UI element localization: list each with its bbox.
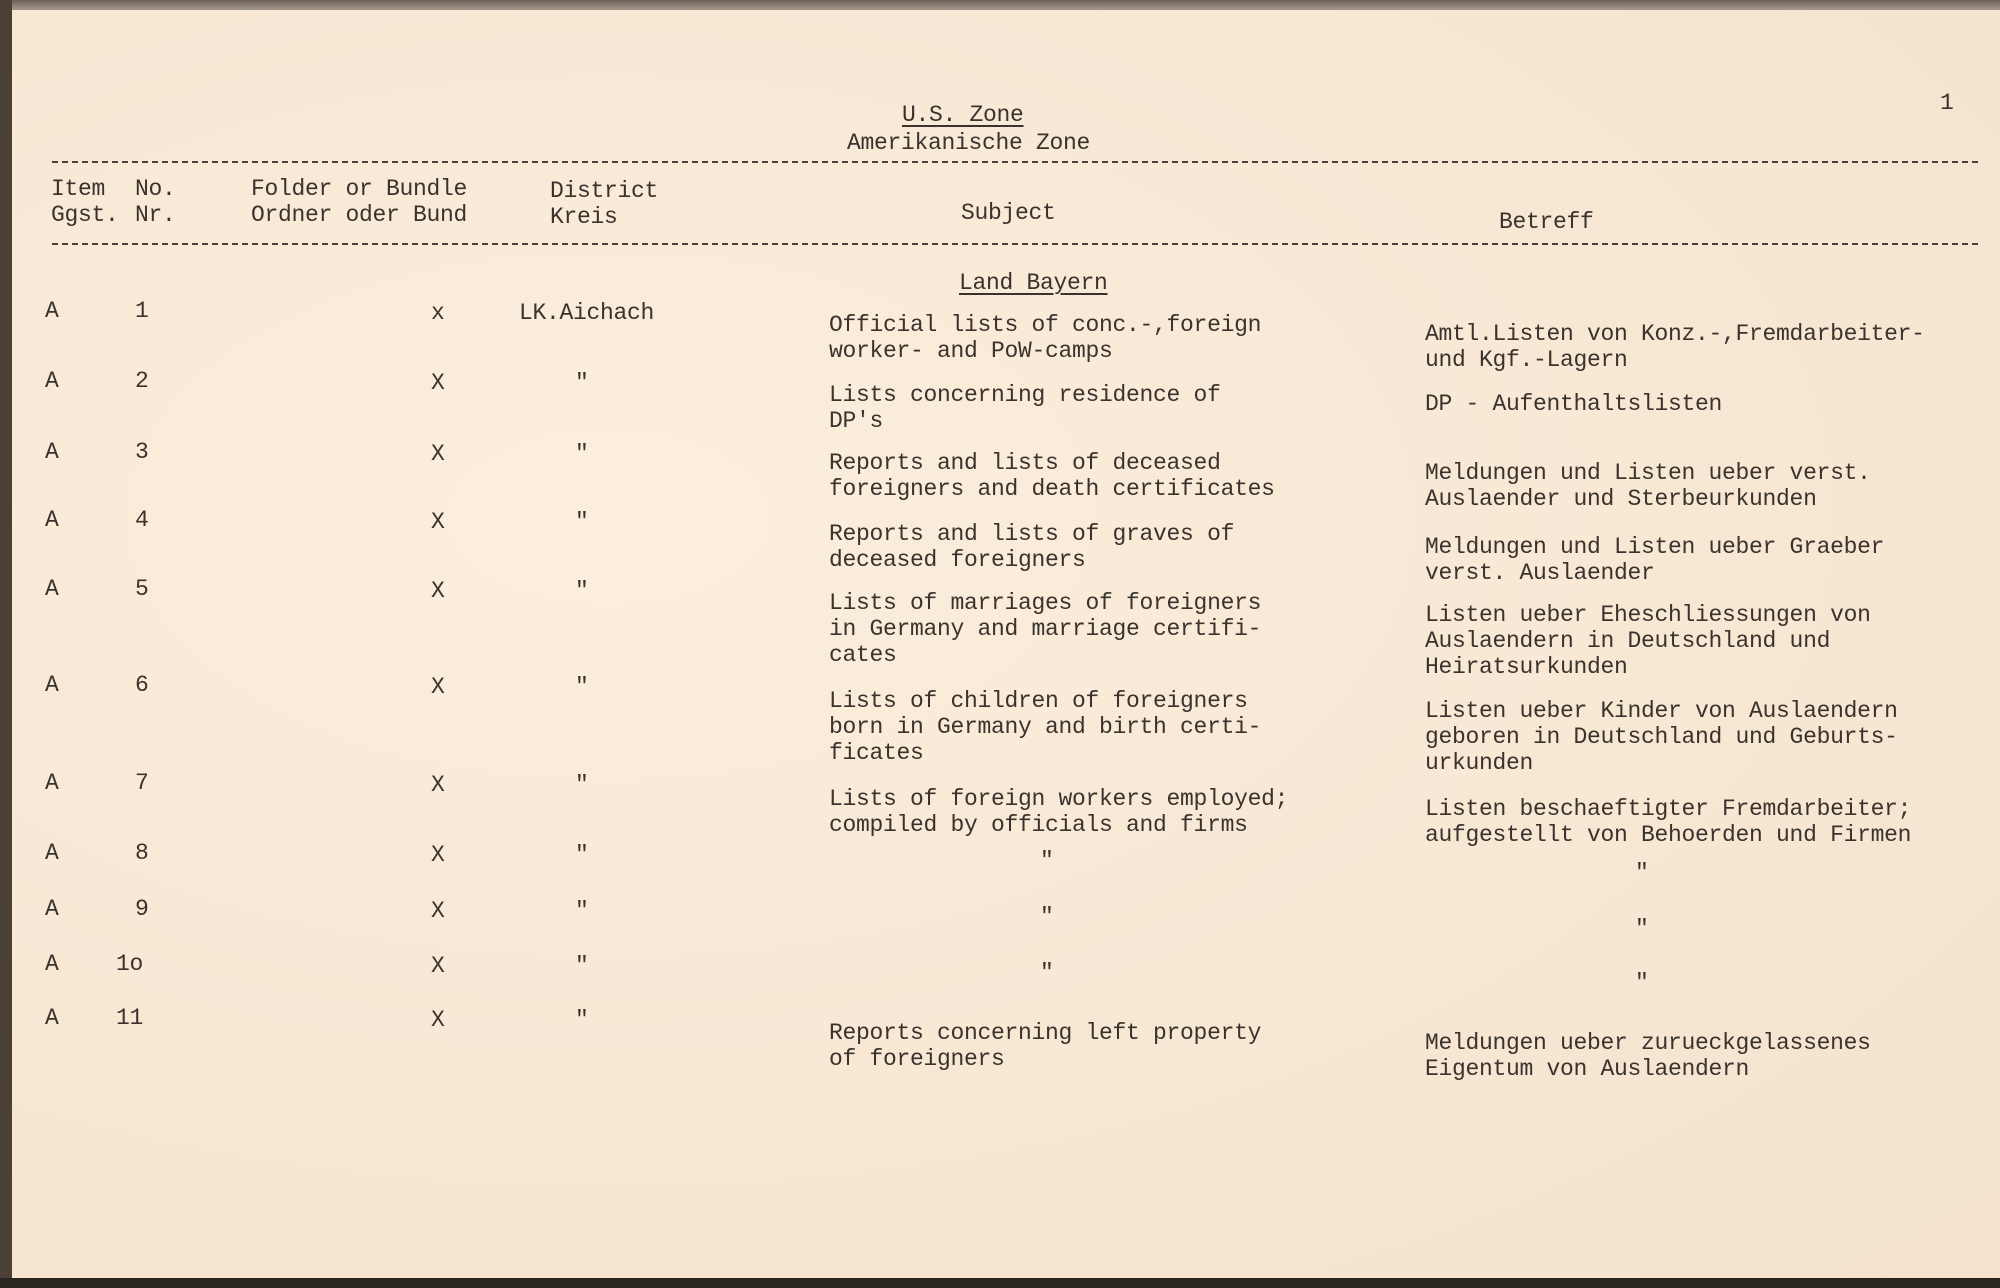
row-number: 11 (116, 1005, 144, 1031)
row-item-code: A (45, 896, 59, 922)
row-district: " (575, 898, 589, 924)
header-district: District Kreis (550, 178, 659, 230)
header-item: Item Ggst. (51, 176, 119, 228)
row-betreff: Meldungen ueber zurueckgelassenes Eigentum von Auslaendern (1425, 1030, 1871, 1082)
row-district: " (575, 509, 589, 535)
row-folder-mark: x (431, 300, 445, 326)
row-number: 1o (116, 951, 144, 977)
header-betreff: Betreff (1499, 209, 1594, 235)
row-subject: Reports and lists of deceased foreigners and death certificates (829, 450, 1275, 502)
document-title: U.S. Zone (902, 102, 1024, 128)
row-district: " (575, 953, 589, 979)
header-divider-top (52, 161, 1978, 163)
row-item-code: A (45, 368, 59, 394)
row-folder-mark: X (431, 578, 445, 604)
row-number: 7 (135, 770, 149, 796)
row-number: 5 (135, 576, 149, 602)
row-betreff: " (1635, 916, 1649, 942)
scan-border-left (0, 0, 12, 1288)
row-folder-mark: X (431, 1007, 445, 1033)
row-district: " (575, 370, 589, 396)
row-item-code: A (45, 770, 59, 796)
row-item-code: A (45, 1005, 59, 1031)
row-district: " (575, 674, 589, 700)
row-betreff: Meldungen und Listen ueber Graeber verst. Auslaender (1425, 534, 1885, 586)
row-number: 1 (135, 298, 149, 324)
row-subject: Reports and lists of graves of deceased foreigners (829, 521, 1235, 573)
row-subject: Lists concerning residence of DP's (829, 382, 1221, 434)
row-number: 9 (135, 896, 149, 922)
row-item-code: A (45, 507, 59, 533)
row-subject: " (1040, 960, 1054, 986)
row-subject: Lists of marriages of foreigners in Germany and marriage certifi- cates (829, 590, 1262, 668)
row-subject: " (1040, 848, 1054, 874)
row-number: 3 (135, 439, 149, 465)
row-subject: Official lists of conc.-,foreign worker- and PoW-camps (829, 312, 1262, 364)
row-district: LK.Aichach (519, 300, 655, 326)
row-item-code: A (45, 439, 59, 465)
row-number: 2 (135, 368, 149, 394)
row-item-code: A (45, 576, 59, 602)
row-number: 4 (135, 507, 149, 533)
row-betreff: Listen ueber Kinder von Auslaendern geboren in Deutschland und Geburts- urkunden (1425, 698, 1898, 776)
scan-border-top (0, 0, 2000, 10)
row-subject: " (1040, 904, 1054, 930)
header-subject: Subject (961, 200, 1056, 226)
row-subject: Lists of foreign workers employed; compiled by officials and firms (829, 786, 1289, 838)
row-district: " (575, 441, 589, 467)
row-betreff: Listen beschaeftigter Fremdarbeiter; aufgestellt von Behoerden und Firmen (1425, 796, 1912, 848)
row-item-code: A (45, 672, 59, 698)
row-number: 6 (135, 672, 149, 698)
row-subject: Reports concerning left property of foreigners (829, 1020, 1262, 1072)
row-folder-mark: X (431, 953, 445, 979)
row-folder-mark: X (431, 674, 445, 700)
header-no: No. Nr. (135, 176, 176, 228)
row-district: " (575, 578, 589, 604)
document-subtitle: Amerikanische Zone (847, 130, 1091, 156)
row-district: " (575, 772, 589, 798)
row-folder-mark: X (431, 509, 445, 535)
row-item-code: A (45, 951, 59, 977)
row-subject: Lists of children of foreigners born in Germany and birth certi- ficates (829, 688, 1262, 766)
row-item-code: A (45, 840, 59, 866)
row-folder-mark: X (431, 370, 445, 396)
row-folder-mark: X (431, 842, 445, 868)
row-betreff: " (1635, 970, 1649, 996)
row-number: 8 (135, 840, 149, 866)
row-betreff: Listen ueber Eheschliessungen von Auslaendern in Deutschland und Heiratsurkunden (1425, 602, 1871, 680)
row-folder-mark: X (431, 441, 445, 467)
row-district: " (575, 1007, 589, 1033)
row-district: " (575, 842, 589, 868)
row-betreff: Meldungen und Listen ueber verst. Auslaender und Sterbeurkunden (1425, 460, 1871, 512)
row-folder-mark: X (431, 898, 445, 924)
header-folder: Folder or Bundle Ordner oder Bund (251, 176, 468, 228)
row-item-code: A (45, 298, 59, 324)
header-divider-bottom (52, 243, 1978, 245)
section-heading: Land Bayern (959, 270, 1108, 296)
row-folder-mark: X (431, 772, 445, 798)
row-betreff: Amtl.Listen von Konz.-,Fremdarbeiter- und Kgf.-Lagern (1425, 321, 1925, 373)
page-number: 1 (1940, 90, 1954, 116)
row-betreff: DP - Aufenthaltslisten (1425, 391, 1723, 417)
row-betreff: " (1635, 860, 1649, 886)
scan-border-bottom (0, 1278, 2000, 1288)
